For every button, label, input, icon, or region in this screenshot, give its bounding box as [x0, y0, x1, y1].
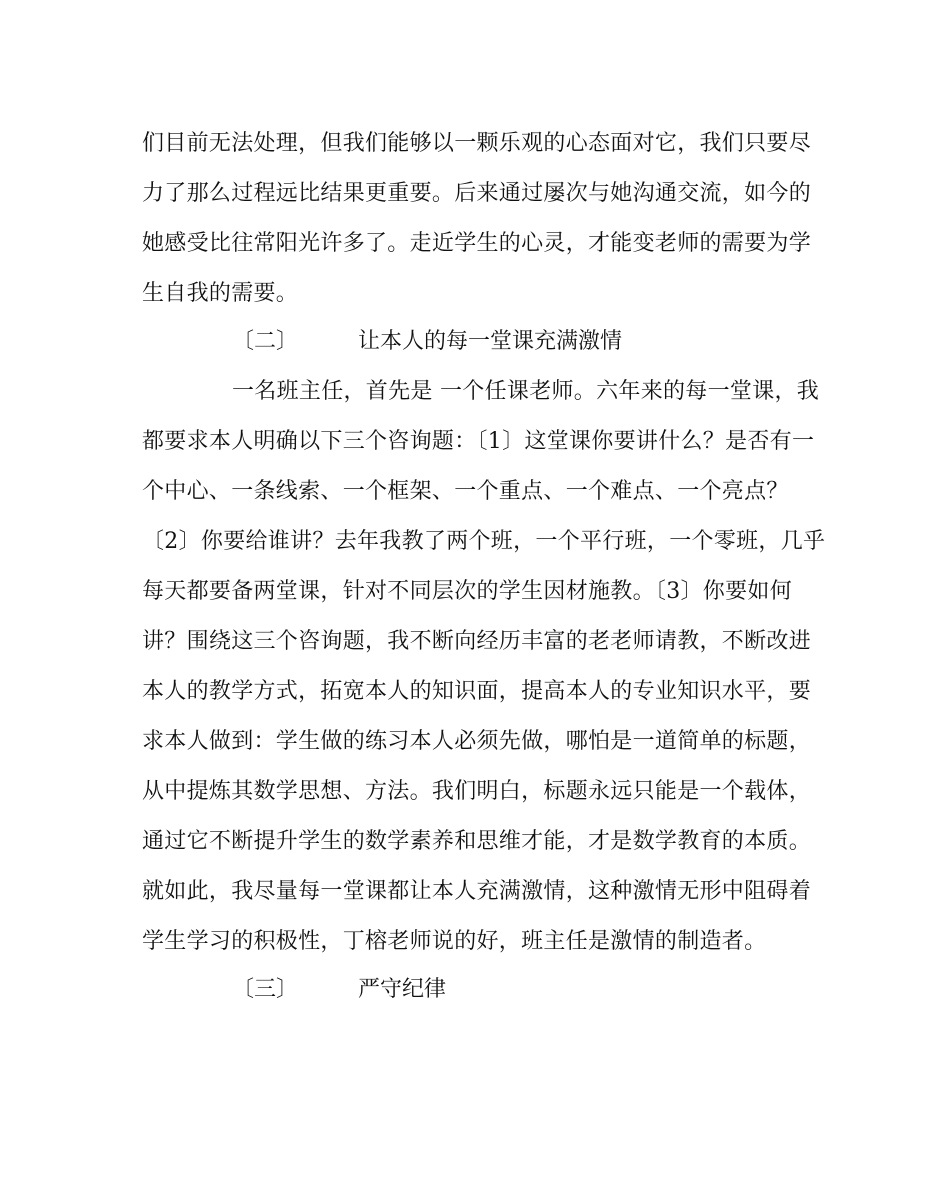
- paragraph-line: 就如此，我尽量每一堂课都让本人充满激情，这种激情无形中阻碍着: [142, 879, 812, 904]
- paragraph-line: 讲？围绕这三个咨询题，我不断向经历丰富的老老师请教，不断改进: [142, 629, 812, 654]
- section-title: 让本人的每一堂课充满激情: [358, 329, 623, 354]
- paragraph-line: 〔2〕你要给谁讲？去年我教了两个班，一个平行班，一个零班，几乎: [142, 529, 826, 554]
- section-number: 〔三〕: [232, 977, 299, 1002]
- paragraph-line: 一名班主任，首先是 一个任课老师。六年来的每一堂课，我: [232, 379, 820, 404]
- paragraph-line: 求本人做到：学生做的练习本人必须先做，哪怕是一道简单的标题，: [142, 729, 812, 754]
- paragraph-line: 通过它不断提升学生的数学素养和思维才能，才是数学教育的本质。: [142, 829, 812, 854]
- paragraph-line: 们目前无法处理，但我们能够以一颗乐观的心态面对它，我们只要尽: [142, 131, 812, 156]
- section-title: 严守纪律: [358, 977, 447, 1002]
- paragraph-line: 从中提炼其数学思想、方法。我们明白，标题永远只能是一个载体，: [142, 779, 812, 804]
- paragraph-line: 力了那么过程远比结果更重要。后来通过屡次与她沟通交流，如今的: [142, 181, 812, 206]
- paragraph-line: 她感受比往常阳光许多了。走近学生的心灵，才能变老师的需要为学: [142, 231, 812, 256]
- section-number: 〔二〕: [232, 329, 299, 354]
- paragraph-line: 本人的教学方式，拓宽本人的知识面，提高本人的专业知识水平，要: [142, 679, 812, 704]
- paragraph-line: 个中心、一条线索、一个框架、一个重点、一个难点、一个亮点？: [142, 479, 789, 504]
- section-heading-2: [232, 328, 652, 356]
- paragraph-line: 每天都要备两堂课，针对不同层次的学生因材施教。〔3〕你要如何: [142, 579, 792, 604]
- section-heading-3: [232, 976, 532, 1004]
- paragraph-line: 都要求本人明确以下三个咨询题：〔1〕这堂课你要讲什么？是否有一: [142, 429, 815, 454]
- paragraph-line: 学生学习的积极性，丁榕老师说的好，班主任是激情的制造者。: [142, 929, 767, 954]
- paragraph-line: 生自我的需要。: [142, 281, 299, 306]
